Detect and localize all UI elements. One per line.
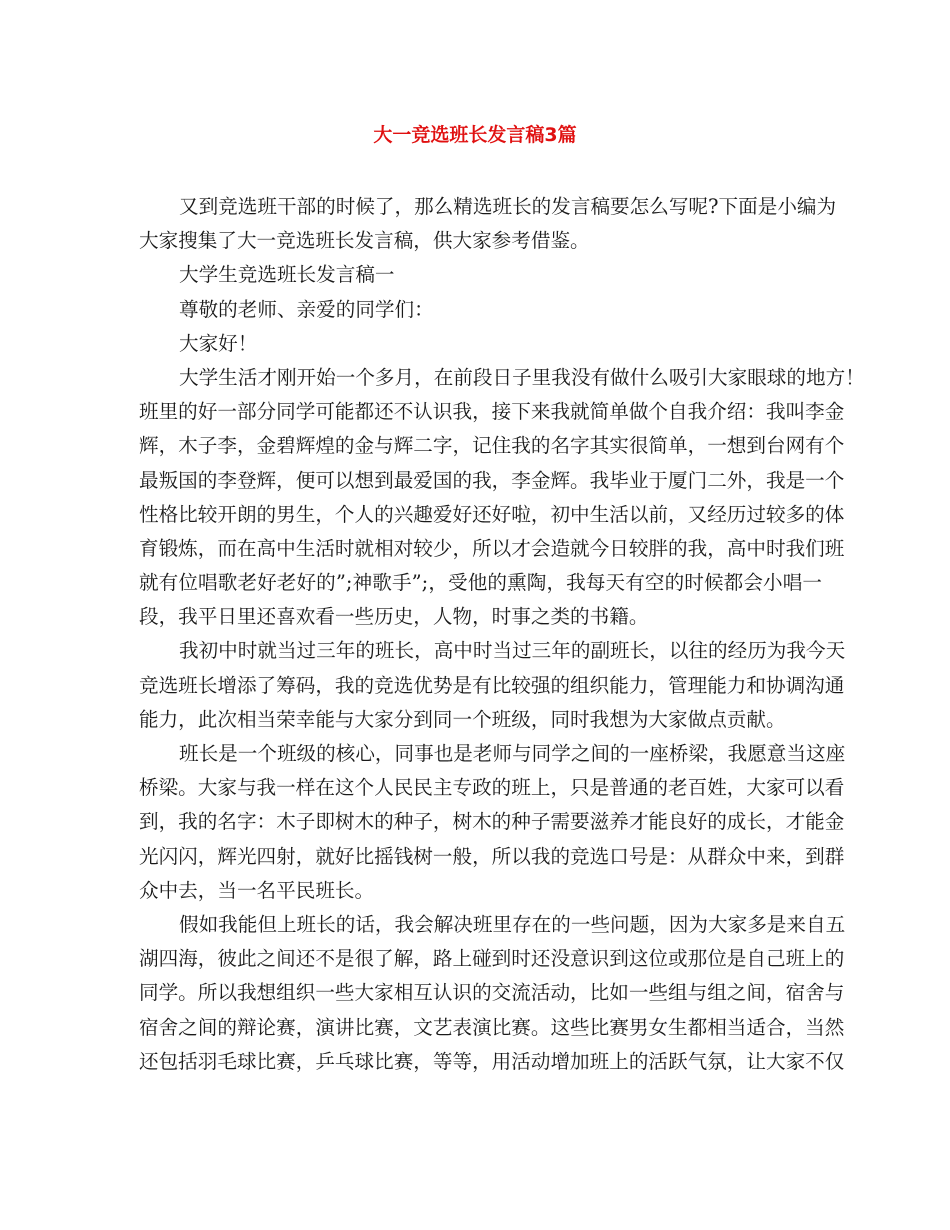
text-line: 尊敬的老师、亲爱的同学们： [179,297,434,321]
text-line: 大家搜集了大一竞选班长发言稿，供大家参考借鉴。 [139,229,590,253]
text-line: 我初中时就当过三年的班长，高中时当过三年的副班长，以往的经历为我今天 [179,639,846,663]
text-line: 假如我能但上班长的话，我会解决班里存在的一些问题，因为大家多是来自五 [179,912,846,936]
text-line: 光闪闪，辉光四射，就好比摇钱树一般，所以我的竞选口号是：从群众中来，到群 [139,844,845,868]
text-line: 大家好！ [179,331,258,355]
document-title: 大一竞选班长发言稿3篇 [373,124,577,146]
text-line: 班里的好一部分同学可能都还不认识我，接下来我就简单做个自我介绍：我叫李金 [139,400,845,424]
text-line: 辉，木子李，金碧辉煌的金与辉二字，记住我的名字其实很简单，一想到台网有个 [139,434,845,458]
text-line: 同学。所以我想组织一些大家相互认识的交流活动，比如一些组与组之间，宿舍与 [139,981,845,1005]
text-line: 就有位唱歌老好老好的”;神歌手”;，受他的熏陶，我每天有空的时候都会小唱一 [139,571,822,595]
text-line: 育锻炼，而在高中生活时就相对较少，所以才会造就今日较胖的我，高中时我们班 [139,536,845,560]
text-line: 众中去，当一名平民班长。 [139,878,375,902]
text-line: 性格比较开朗的男生，个人的兴趣爱好还好啦，初中生活以前，又经历过较多的体 [139,502,845,526]
text-line: 又到竞选班干部的时候了，那么精选班长的发言稿要怎么写呢?下面是小编为 [179,195,837,218]
document-body [139,190,865,1079]
text-line: 湖四海，彼此之间还不是很了解，路上碰到时还没意识到这位或那位是自己班上的 [139,947,845,971]
text-line: 大学生竞选班长发言稿一 [179,263,395,287]
text-line: 宿舍之间的辩论赛，演讲比赛，文艺表演比赛。这些比赛男女生都相当适合，当然 [139,1015,845,1039]
text-line: 竞选班长增添了筹码，我的竞选优势是有比较强的组织能力，管理能力和协调沟通 [139,673,845,697]
text-line: 最叛国的李登辉，便可以想到最爱国的我，李金辉。我毕业于厦门二外，我是一个 [139,468,845,492]
text-line: 桥梁。大家与我一样在这个人民民主专政的班上，只是普通的老百姓，大家可以看 [139,776,845,800]
text-line: 能力，此次相当荣幸能与大家分到同一个班级，同时我想为大家做点贡献。 [139,707,786,731]
text-line: 还包括羽毛球比赛，乒乓球比赛，等等，用活动增加班上的活跃气氛，让大家不仅 [139,1049,845,1073]
text-line: 大学生活才刚开始一个多月，在前段日子里我没有做什么吸引大家眼球的地方！ [179,365,865,389]
text-line: 段，我平日里还喜欢看一些历史，人物，时事之类的书籍。 [139,605,649,629]
text-line: 到，我的名字：木子即树木的种子，树木的种子需要滋养才能良好的成长，才能金 [139,810,845,834]
text-line: 班长是一个班级的核心，同事也是老师与同学之间的一座桥梁，我愿意当这座 [179,742,846,765]
